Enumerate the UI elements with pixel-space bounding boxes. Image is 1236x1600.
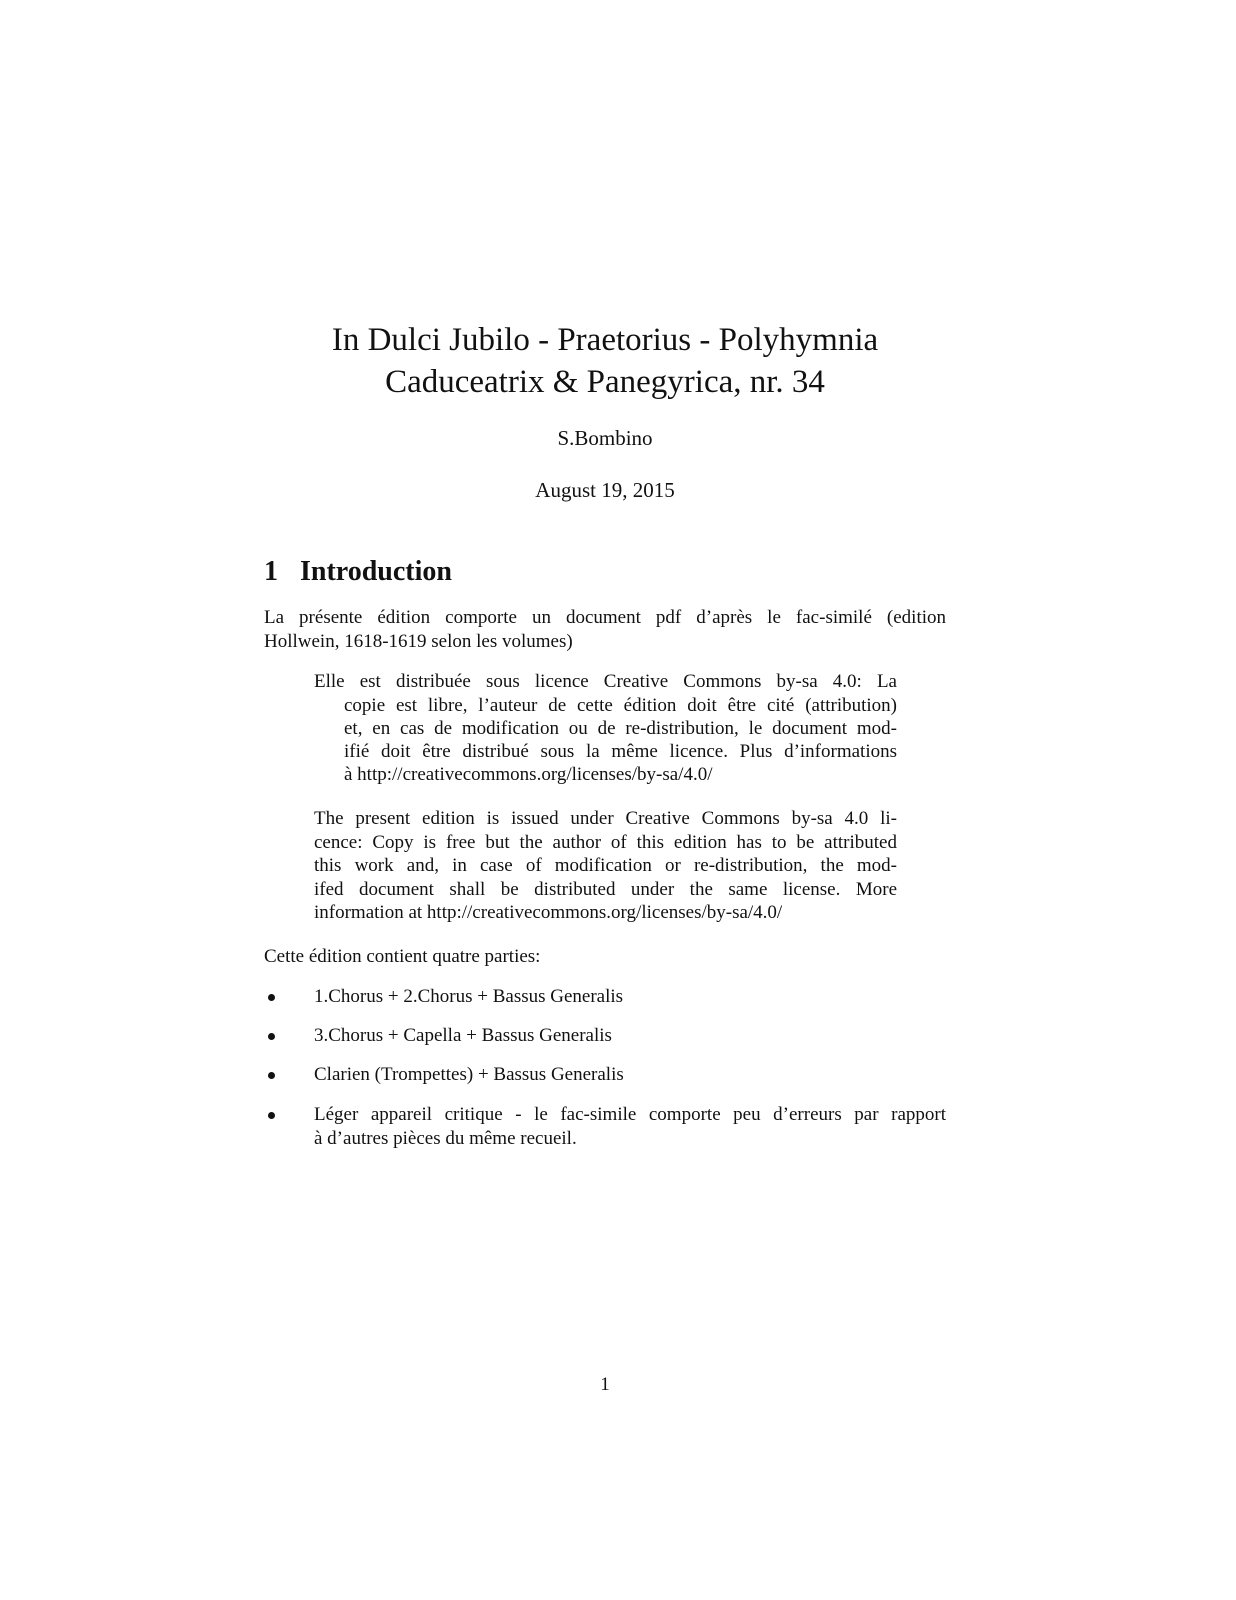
author: S.Bombino: [557, 426, 653, 450]
title-line-1: In Dulci Jubilo - Praetorius - Polyhymnia: [331, 322, 879, 358]
quote-en-line: The present edition is issued under Creative Commons by-sa 4.0 li-: [314, 808, 897, 829]
list-item: Clarien (Trompettes) + Bassus Generalis: [314, 1064, 624, 1085]
bullet-icon: [268, 1072, 275, 1079]
intro-line: Hollwein, 1618-1619 selon les volumes): [264, 631, 573, 652]
list-item-continued: à d’autres pièces du même recueil.: [314, 1128, 577, 1149]
section-title: Introduction: [300, 556, 452, 587]
title-line-2: Caduceatrix & Panegyrica, nr. 34: [385, 364, 825, 400]
list-item: 3.Chorus + Capella + Bassus Generalis: [314, 1025, 612, 1046]
quote-fr-line: copie est libre, l’auteur de cette édition doit être cité (attribution): [344, 695, 897, 716]
list-item: 1.Chorus + 2.Chorus + Bassus Generalis: [314, 986, 624, 1007]
quote-fr-line: ifié doit être distribué sous la même licence. Plus d’informations: [344, 741, 897, 762]
list-item: Léger appareil critique - le fac-simile comporte peu d’erreurs par rapport: [314, 1104, 946, 1125]
parts-intro: Cette édition contient quatre parties:: [264, 946, 541, 967]
quote-en-link[interactable]: information at http://creativecommons.org/licenses/by-sa/4.0/: [314, 902, 783, 923]
quote-fr-line: Elle est distribuée sous licence Creative Commons by-sa 4.0: La: [314, 671, 897, 692]
quote-fr-line: et, en cas de modification ou de re-distribution, le document mod-: [344, 718, 897, 739]
bullet-icon: [268, 994, 275, 1001]
bullet-icon: [268, 1112, 275, 1119]
section-number: 1: [264, 556, 278, 587]
page-number: 1: [600, 1374, 610, 1395]
date: August 19, 2015: [535, 478, 675, 502]
bullet-icon: [268, 1033, 275, 1040]
quote-en-line: ifed document shall be distributed under the same license. More: [314, 879, 897, 900]
quote-en-line: cence: Copy is free but the author of this edition has to be attributed: [314, 832, 897, 853]
quote-en-line: this work and, in case of modification or re-distribution, the mod-: [314, 855, 897, 876]
quote-fr-link[interactable]: à http://creativecommons.org/licenses/by-sa/4.0/: [344, 764, 713, 785]
section-heading: [264, 554, 474, 590]
intro-line: La présente édition comporte un document pdf d’après le fac-similé (edition: [264, 607, 946, 628]
